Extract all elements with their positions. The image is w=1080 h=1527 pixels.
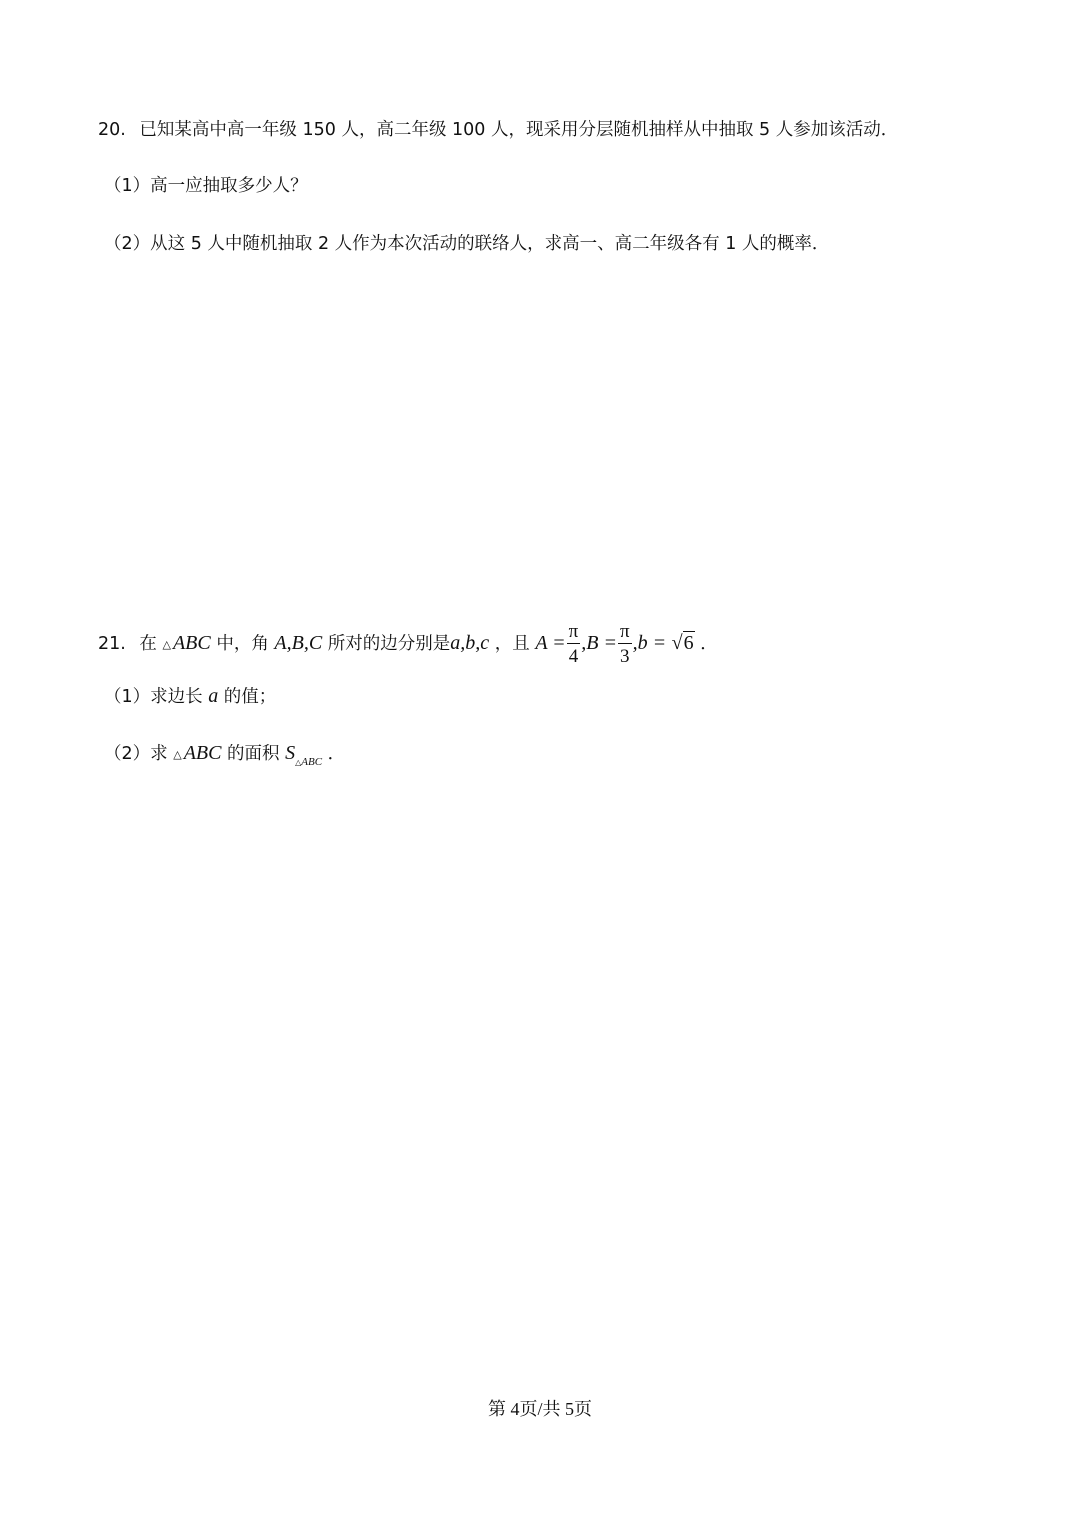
area-symbol: S <box>285 742 296 764</box>
q20-stem <box>98 122 898 140</box>
triangle-icon: △ <box>173 748 182 761</box>
q21-stem: 21. 在 △ ABC 中，角 A,B,C 所对的边分别是a,b,c ，且 A = $\frac{\pi}{4}$ ,B = $\frac{\pi}{3}$ ,b = √6 ． <box>98 621 718 667</box>
q21-cond-b: ,B = <box>581 632 617 654</box>
sqrt-6: √6 <box>671 632 694 654</box>
q20-part2: （2）从这 5 人中随机抽取 2 人作为本次活动的联络人，求高一、高二年级各有 1 人的概率． <box>104 234 830 254</box>
page-number: 第 4页/共 5页 <box>487 1399 592 1419</box>
q21-number: 21. <box>98 634 126 654</box>
fraction-pi-over-3: $\frac{\pi}{3}$ <box>619 621 630 667</box>
q21-part2: （2）求 △ ABC 的面积 $S_{\triangle ABC}$ ． <box>104 742 346 768</box>
sqrt-icon: √ <box>671 632 683 654</box>
q21-sides: a,b,c <box>450 632 490 654</box>
q21-cond-a: A = <box>535 632 566 654</box>
q20-number: 20. <box>98 120 126 140</box>
q20-stem-text: 已知某高中高一年级 150 人，高二年级 100 人，现采用分层随机抽样从中抽取 5 人参加该活动． <box>139 120 899 140</box>
q21-angles: A,B,C <box>274 632 323 654</box>
q21-cond-side-b: ,b = <box>632 632 667 654</box>
q21-part1: （1）求边长 a 的值； <box>104 685 277 707</box>
triangle-icon: △ <box>162 638 171 651</box>
area-subscript: △ABC <box>295 756 323 768</box>
fraction-pi-over-4: $\frac{\pi}{4}$ <box>568 621 579 667</box>
q20-part1: （1）高一应抽取多少人？ <box>104 176 308 196</box>
q21-triangle: ABC <box>172 632 211 654</box>
